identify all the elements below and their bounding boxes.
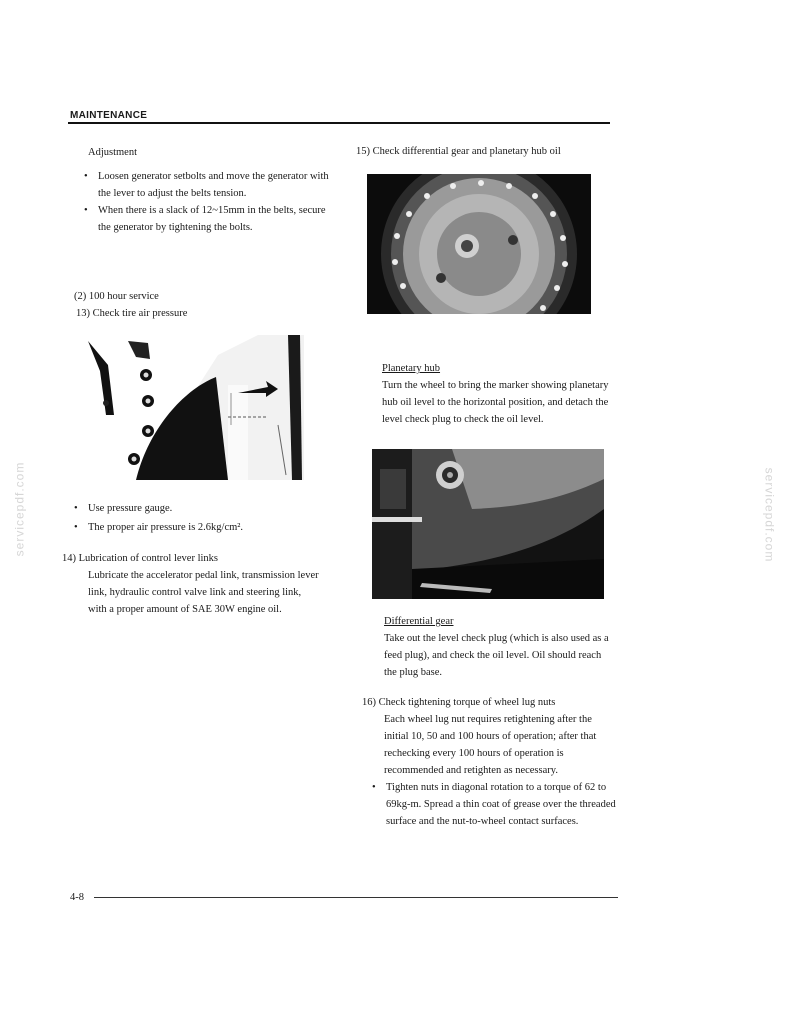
adjustment-title: Adjustment	[88, 147, 137, 158]
adjustment-bullet-2: • When there is a slack of 12~15mm in the belts, secure the generator by tightening the bolts.	[84, 202, 330, 236]
watermark-left: servicepdf.com	[12, 461, 27, 557]
tire-bullet-1: • Use pressure gauge.	[74, 500, 334, 517]
adjustment-bullet-list	[84, 168, 330, 236]
tire-bullet-2: • The proper air pressure is 2.6kg/cm².	[74, 519, 334, 536]
tire-bullet-list	[74, 500, 334, 536]
item-14-body: Lubricate the accelerator pedal link, transmission lever link, hydraulic control valve link and steering link, with a proper amount of SAE 30W engine oil.	[88, 570, 319, 615]
differential-gear-body: Take out the level check plug (which is also used as a feed plug), and check the oil level. Oil should reach the plug base.	[384, 633, 609, 678]
page-number: 4-8	[70, 892, 84, 903]
tire-photo-graphic	[88, 335, 304, 480]
item-16-title: 16) Check tightening torque of wheel lug nuts	[362, 697, 556, 708]
item-16-body: Each wheel lug nut requires retightening after the initial 10, 50 and 100 hours of operation; after that rechecking every 100 hours of operation is recommended and retighten as necessary.	[384, 714, 597, 776]
planetary-hub-graphic	[367, 174, 591, 314]
item-15-title: 15) Check differential gear and planetary hub oil	[356, 146, 561, 157]
header-rule	[68, 122, 610, 124]
item-14-title: 14) Lubrication of control lever links	[62, 553, 218, 564]
section-header: MAINTENANCE	[70, 110, 148, 121]
service-heading: (2) 100 hour service	[74, 291, 159, 302]
planetary-hub-title: Planetary hub	[382, 363, 441, 374]
item-16-bullet: • Tighten nuts in diagonal rotation to a torque of 62 to 69kg-m. Spread a thin coat of grease over the threaded surface and the nut-to-wheel contact surfaces.	[372, 779, 616, 830]
differential-gear-photo	[372, 449, 604, 599]
planetary-hub-photo	[367, 174, 591, 314]
watermark-right: servicepdf.com	[762, 467, 777, 563]
differential-gear-title: Differential gear	[384, 616, 454, 627]
item-13-title: 13) Check tire air pressure	[76, 308, 188, 319]
tire-photo	[88, 335, 304, 480]
adjustment-bullet-1: • Loosen generator setbolts and move the generator with the lever to adjust the belts tension.	[84, 168, 330, 202]
planetary-hub-body: Turn the wheel to bring the marker showing planetary hub oil level to the horizontal position, and detach the level check plug to check the oil level.	[382, 380, 609, 425]
differential-gear-graphic	[372, 449, 604, 599]
item-16-bullet-list	[372, 779, 616, 830]
footer-rule	[94, 897, 618, 898]
